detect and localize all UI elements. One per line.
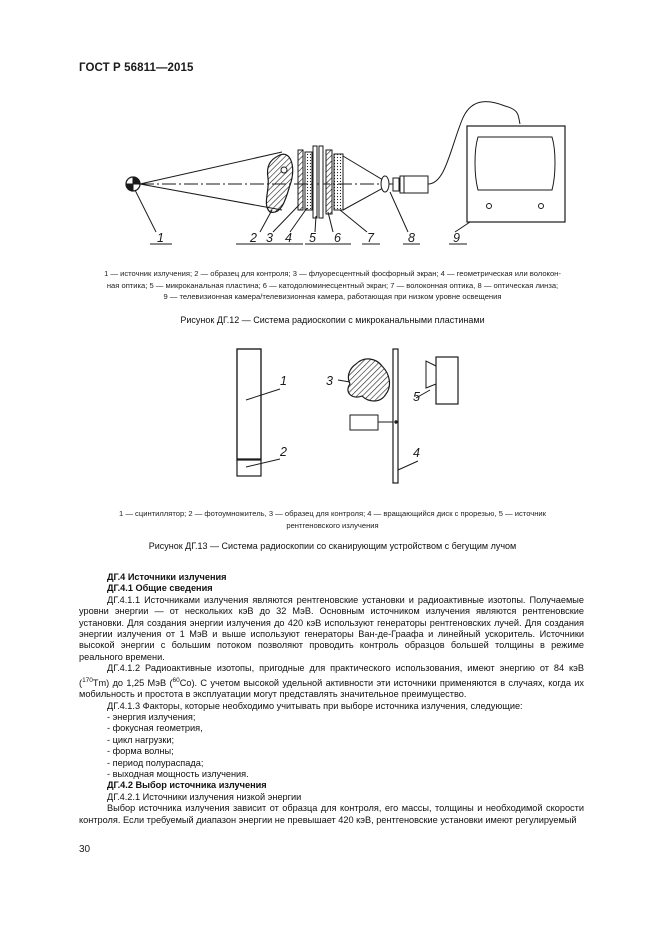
paragraph-dg421: ДГ.4.2.1 Источники излучения низкой энергии <box>107 791 302 802</box>
legend-line: рентгеновского излучения <box>286 520 379 530</box>
fig12-label-8: 8 <box>408 231 415 245</box>
fig12-label-5: 5 <box>309 231 316 245</box>
fig12-label-2: 2 <box>250 231 257 245</box>
list-item: - период полураспада; <box>107 757 204 768</box>
fig13-label-3: 3 <box>326 374 333 388</box>
section-heading-dg41: ДГ.4.1 Общие сведения <box>107 583 213 594</box>
figure-dg13-caption: Рисунок ДГ.13 — Система радиоскопии со сканирующим устройством с бегущим лучом <box>148 541 517 551</box>
document-header: ГОСТ Р 56811—2015 <box>79 62 194 74</box>
section-heading-dg4: ДГ.4 Источники излучения <box>107 572 227 582</box>
paragraph-dg412-part-c: Co). С учетом высокой удельной активности эти источники применяются в случаях, когда их мобильность и простота в эксплуатации могут представлять значительное преимущество. <box>79 677 584 700</box>
paragraph-dg412-part-a: ДГ.4.1.2 Радиоактивные изотопы, пригодные для практического использования, имеют энергию от 84 кэВ ( <box>79 663 584 688</box>
body-text <box>79 572 584 826</box>
legend-line: 1 — сцинтиллятор; 2 — фотоумножитель, 3 — образец для контроля; 4 — вращающийся диск с прорезью, 5 — источник <box>119 509 546 518</box>
fig13-label-2: 2 <box>280 445 287 459</box>
paragraph-dg412 <box>79 663 584 700</box>
fig12-label-9: 9 <box>453 231 460 245</box>
fig12-label-7: 7 <box>367 231 374 245</box>
legend-line: 9 — телевизионная камера/телевизионная камера, работающая при низком уровне освещения <box>163 292 502 302</box>
legend-line: 1 — источник излучения; 2 — образец для контроля; 3 — флуоресцентный фосфорный экран; 4 — геометрическая или волокон- <box>104 269 561 278</box>
list-item: - выходная мощность излучения. <box>107 768 249 779</box>
list-item: - форма волны; <box>107 746 174 757</box>
fig13-label-5: 5 <box>413 390 420 404</box>
fig12-label-3: 3 <box>266 231 273 245</box>
superscript-tm: 170 <box>82 676 93 684</box>
fig12-label-4: 4 <box>285 231 292 245</box>
section-heading-dg42: ДГ.4.2 Выбор источника излучения <box>107 780 267 791</box>
paragraph-dg413: ДГ.4.1.3 Факторы, которые необходимо учитывать при выборе источника излучения, следующие: <box>107 700 523 711</box>
paragraph-dg411: ДГ.4.1.1 Источниками излучения являются рентгеновские установки и радиоактивные изотопы. Получаемые уровни энергии — от нескольких кэВ до 32 МэВ. Основным источником излучения являются рентгеновские установки. Для создания энергии излучения до 420 кэВ используют генераторы рентгеновских лучей. Для создания энергии излучения от 1 МэВ и выше используют генераторы Ван-де-Граафа и линейный ускоритель. Источники высокой энергии с большим потоком позволяют проводить контроль образцов большей толщины в режиме реального времени. <box>79 594 584 662</box>
page-number: 30 <box>79 844 91 855</box>
list-item: - энергия излучения; <box>107 711 196 722</box>
superscript-co: 60 <box>172 676 180 684</box>
fig12-label-6: 6 <box>334 231 341 245</box>
list-item: - фокусная геометрия, <box>107 723 203 734</box>
figure-dg12-caption: Рисунок ДГ.12 — Система радиоскопии с микроканальными пластинами <box>180 315 485 325</box>
fig13-label-4: 4 <box>413 446 420 460</box>
fig12-label-1: 1 <box>157 231 164 245</box>
paragraph-last: Выбор источника излучения зависит от образца для контроля, его массы, толщины и необходимой скорости контроля. Если требуемый диапазон энергии не превышает 420 кэВ, рентгеновские установки имеют регулируемый <box>79 803 584 825</box>
paragraph-dg412-part-b: Tm) до 1,25 МэВ ( <box>92 677 173 688</box>
legend-line: ная оптика; 5 — микроканальная пластина; 6 — катодолюминесцентный экран; 7 — волоконная оптика, 8 — оптическая линза; <box>106 280 559 290</box>
fig13-label-1: 1 <box>280 374 287 388</box>
list-item: - цикл нагрузки; <box>107 734 175 745</box>
figure-dg13-legend <box>60 508 605 531</box>
